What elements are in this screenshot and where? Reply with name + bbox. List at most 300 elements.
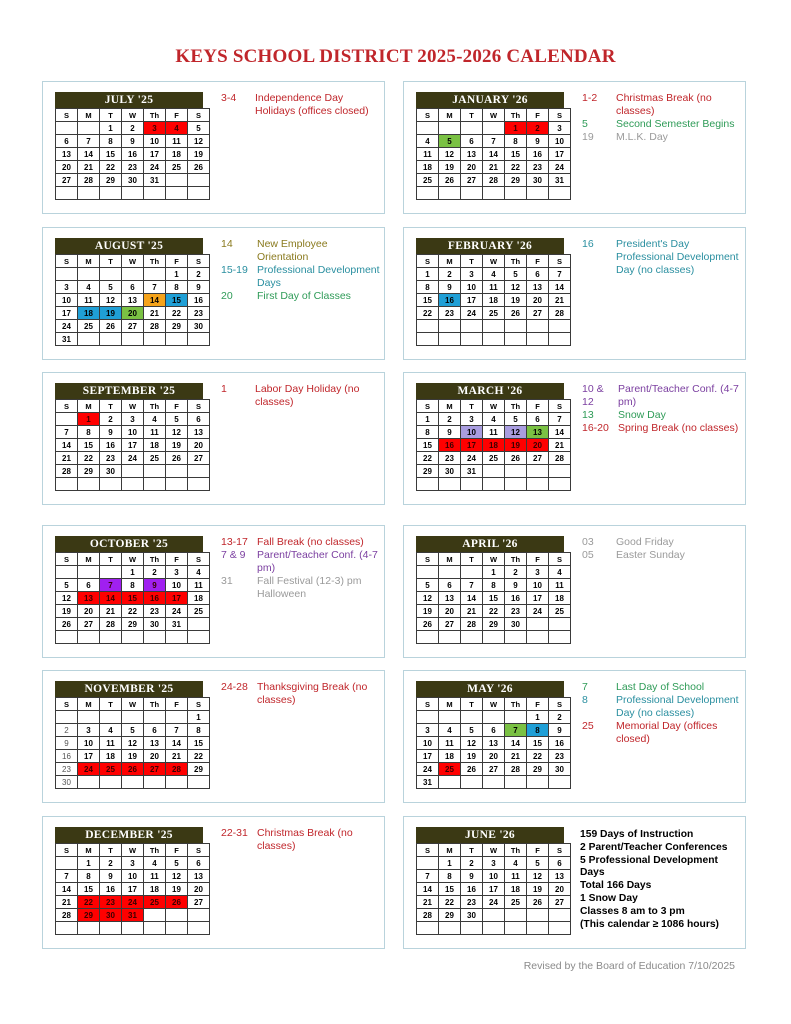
day-cell bbox=[461, 566, 483, 579]
day-cell bbox=[549, 776, 571, 789]
day-cell: 13 bbox=[461, 148, 483, 161]
day-cell bbox=[122, 478, 144, 491]
day-cell: 11 bbox=[549, 579, 571, 592]
day-cell: 15 bbox=[78, 439, 100, 452]
day-cell: 8 bbox=[100, 135, 122, 148]
day-cell: 4 bbox=[483, 268, 505, 281]
day-cell bbox=[100, 631, 122, 644]
day-cell: 16 bbox=[122, 148, 144, 161]
day-cell: 1 bbox=[122, 566, 144, 579]
month-notes bbox=[582, 92, 742, 144]
weekday-header: S bbox=[417, 109, 439, 122]
day-cell bbox=[188, 922, 210, 935]
day-cell: 18 bbox=[505, 883, 527, 896]
day-cell bbox=[461, 776, 483, 789]
day-cell: 2 bbox=[122, 122, 144, 135]
day-cell: 27 bbox=[56, 174, 78, 187]
weekday-header: M bbox=[78, 255, 100, 268]
weekday-header: F bbox=[527, 553, 549, 566]
day-cell bbox=[439, 122, 461, 135]
weekday-header: T bbox=[461, 109, 483, 122]
weekday-header: Th bbox=[505, 553, 527, 566]
day-cell: 14 bbox=[78, 148, 100, 161]
day-cell: 13 bbox=[144, 737, 166, 750]
day-cell: 2 bbox=[439, 413, 461, 426]
day-cell bbox=[188, 618, 210, 631]
day-cell: 15 bbox=[483, 592, 505, 605]
event-text: Spring Break (no classes) bbox=[618, 422, 739, 434]
day-cell: 9 bbox=[549, 724, 571, 737]
day-cell: 2 bbox=[144, 566, 166, 579]
day-cell: 16 bbox=[505, 592, 527, 605]
day-cell: 2 bbox=[461, 857, 483, 870]
weekday-header: Th bbox=[144, 109, 166, 122]
day-cell bbox=[483, 711, 505, 724]
day-cell: 13 bbox=[549, 870, 571, 883]
weekday-header: Th bbox=[144, 255, 166, 268]
month-notes bbox=[582, 681, 742, 746]
day-cell: 11 bbox=[439, 737, 461, 750]
event-date: 22-31 bbox=[221, 827, 248, 839]
day-cell bbox=[505, 478, 527, 491]
day-cell bbox=[461, 922, 483, 935]
month-title: JANUARY '26 bbox=[416, 92, 564, 108]
day-cell bbox=[100, 711, 122, 724]
day-cell bbox=[166, 465, 188, 478]
day-cell: 29 bbox=[417, 465, 439, 478]
day-cell: 23 bbox=[461, 896, 483, 909]
day-cell: 17 bbox=[549, 148, 571, 161]
event-text: Good Friday bbox=[616, 536, 674, 548]
event-date: 5 bbox=[582, 118, 588, 130]
day-cell bbox=[461, 478, 483, 491]
day-cell: 23 bbox=[122, 161, 144, 174]
month-title: MAY '26 bbox=[416, 681, 564, 697]
day-cell: 16 bbox=[144, 592, 166, 605]
day-cell: 11 bbox=[100, 737, 122, 750]
day-cell: 13 bbox=[527, 426, 549, 439]
day-cell: 25 bbox=[188, 605, 210, 618]
day-cell: 19 bbox=[166, 439, 188, 452]
day-cell: 31 bbox=[144, 174, 166, 187]
event-date: 16-20 bbox=[582, 422, 609, 434]
day-cell: 25 bbox=[483, 307, 505, 320]
day-cell: 9 bbox=[439, 426, 461, 439]
day-cell: 1 bbox=[483, 566, 505, 579]
day-cell: 7 bbox=[483, 135, 505, 148]
revision-note: Revised by the Board of Education 7/10/2025 bbox=[523, 960, 735, 972]
day-cell: 22 bbox=[78, 452, 100, 465]
day-cell: 9 bbox=[439, 281, 461, 294]
event-text: Christmas Break (no classes) bbox=[257, 827, 353, 852]
day-cell: 3 bbox=[483, 857, 505, 870]
day-cell: 10 bbox=[166, 579, 188, 592]
weekday-header: M bbox=[78, 844, 100, 857]
day-cell bbox=[505, 776, 527, 789]
day-cell: 16 bbox=[549, 737, 571, 750]
month-box bbox=[42, 525, 385, 658]
day-cell bbox=[505, 333, 527, 346]
day-cell: 28 bbox=[166, 763, 188, 776]
day-cell: 14 bbox=[549, 426, 571, 439]
day-cell: 13 bbox=[56, 148, 78, 161]
weekday-header: F bbox=[166, 844, 188, 857]
day-cell: 14 bbox=[505, 737, 527, 750]
event-note bbox=[582, 118, 742, 131]
day-cell: 24 bbox=[527, 605, 549, 618]
month-notes bbox=[221, 238, 381, 303]
day-cell: 3 bbox=[56, 281, 78, 294]
day-cell: 17 bbox=[483, 883, 505, 896]
day-cell: 26 bbox=[166, 452, 188, 465]
day-cell: 14 bbox=[144, 294, 166, 307]
day-cell: 19 bbox=[100, 307, 122, 320]
day-cell: 23 bbox=[505, 605, 527, 618]
day-cell bbox=[78, 922, 100, 935]
month-grid bbox=[416, 843, 571, 935]
day-cell: 28 bbox=[505, 763, 527, 776]
event-date: 7 & 9 bbox=[221, 549, 246, 561]
event-note bbox=[582, 238, 742, 277]
weekday-header: W bbox=[122, 109, 144, 122]
day-cell bbox=[78, 478, 100, 491]
event-note bbox=[221, 536, 381, 549]
day-cell: 24 bbox=[166, 605, 188, 618]
weekday-header: W bbox=[483, 109, 505, 122]
day-cell: 17 bbox=[166, 592, 188, 605]
day-cell: 5 bbox=[166, 857, 188, 870]
day-cell: 4 bbox=[78, 281, 100, 294]
day-cell: 25 bbox=[100, 763, 122, 776]
weekday-header: T bbox=[461, 698, 483, 711]
day-cell bbox=[166, 478, 188, 491]
day-cell: 15 bbox=[188, 737, 210, 750]
month-grid bbox=[55, 108, 210, 200]
weekday-header: F bbox=[166, 553, 188, 566]
day-cell: 26 bbox=[166, 896, 188, 909]
day-cell: 26 bbox=[100, 320, 122, 333]
day-cell: 14 bbox=[417, 883, 439, 896]
day-cell bbox=[166, 174, 188, 187]
day-cell: 27 bbox=[439, 618, 461, 631]
month-grid bbox=[55, 254, 210, 346]
day-cell: 15 bbox=[100, 148, 122, 161]
month-title: APRIL '26 bbox=[416, 536, 564, 552]
day-cell: 23 bbox=[56, 763, 78, 776]
day-cell: 22 bbox=[188, 750, 210, 763]
day-cell: 12 bbox=[505, 281, 527, 294]
day-cell: 22 bbox=[166, 307, 188, 320]
day-cell: 12 bbox=[166, 870, 188, 883]
day-cell: 5 bbox=[100, 281, 122, 294]
day-cell bbox=[439, 631, 461, 644]
month-notes bbox=[221, 681, 381, 707]
day-cell: 9 bbox=[527, 135, 549, 148]
weekday-header: F bbox=[527, 400, 549, 413]
day-cell bbox=[461, 711, 483, 724]
event-note bbox=[582, 720, 742, 746]
day-cell: 7 bbox=[56, 426, 78, 439]
day-cell: 2 bbox=[100, 857, 122, 870]
weekday-header: F bbox=[527, 844, 549, 857]
day-cell: 13 bbox=[188, 426, 210, 439]
weekday-header: Th bbox=[505, 255, 527, 268]
event-text: Fall Festival (12-3) pm Halloween bbox=[257, 575, 362, 600]
weekday-header: S bbox=[56, 698, 78, 711]
day-cell: 1 bbox=[417, 413, 439, 426]
day-cell: 18 bbox=[188, 592, 210, 605]
weekday-header: S bbox=[549, 553, 571, 566]
month-title: DECEMBER '25 bbox=[55, 827, 203, 843]
day-cell bbox=[527, 333, 549, 346]
day-cell: 28 bbox=[56, 909, 78, 922]
day-cell bbox=[527, 909, 549, 922]
day-cell bbox=[188, 333, 210, 346]
day-cell: 8 bbox=[417, 281, 439, 294]
day-cell: 11 bbox=[144, 870, 166, 883]
event-note bbox=[221, 575, 381, 601]
day-cell: 7 bbox=[144, 281, 166, 294]
event-date: 10 & 12 bbox=[582, 383, 604, 408]
day-cell bbox=[188, 465, 210, 478]
month-grid bbox=[416, 108, 571, 200]
month-calendar bbox=[55, 383, 203, 491]
weekday-header: F bbox=[527, 698, 549, 711]
day-cell: 20 bbox=[188, 439, 210, 452]
event-date: 3-4 bbox=[221, 92, 237, 104]
day-cell: 21 bbox=[100, 605, 122, 618]
day-cell: 29 bbox=[78, 909, 100, 922]
day-cell bbox=[188, 631, 210, 644]
month-calendar bbox=[55, 536, 203, 644]
summary-line: 1 Snow Day bbox=[580, 892, 638, 904]
month-title: SEPTEMBER '25 bbox=[55, 383, 203, 399]
day-cell: 15 bbox=[417, 439, 439, 452]
day-cell bbox=[166, 711, 188, 724]
month-title: FEBRUARY '26 bbox=[416, 238, 564, 254]
event-date: 19 bbox=[582, 131, 594, 143]
event-text: Parent/Teacher Conf. (4-7 pm) bbox=[618, 383, 739, 408]
day-cell: 18 bbox=[144, 883, 166, 896]
day-cell: 27 bbox=[78, 618, 100, 631]
day-cell: 3 bbox=[166, 566, 188, 579]
day-cell: 3 bbox=[144, 122, 166, 135]
day-cell: 16 bbox=[100, 439, 122, 452]
day-cell: 27 bbox=[527, 307, 549, 320]
day-cell bbox=[188, 187, 210, 200]
day-cell bbox=[527, 478, 549, 491]
day-cell: 17 bbox=[417, 750, 439, 763]
day-cell: 24 bbox=[417, 763, 439, 776]
day-cell: 20 bbox=[527, 294, 549, 307]
event-text: Thanksgiving Break (no classes) bbox=[257, 681, 368, 706]
day-cell: 6 bbox=[527, 268, 549, 281]
day-cell: 2 bbox=[527, 122, 549, 135]
day-cell: 10 bbox=[549, 135, 571, 148]
day-cell: 19 bbox=[166, 883, 188, 896]
day-cell: 29 bbox=[100, 174, 122, 187]
event-text: President's Day Professional Development Day (no classes) bbox=[616, 238, 739, 276]
day-cell: 1 bbox=[439, 857, 461, 870]
weekday-header: W bbox=[483, 400, 505, 413]
day-cell: 31 bbox=[549, 174, 571, 187]
day-cell: 10 bbox=[417, 737, 439, 750]
day-cell: 12 bbox=[461, 737, 483, 750]
day-cell bbox=[100, 566, 122, 579]
month-calendar bbox=[55, 827, 203, 935]
day-cell: 27 bbox=[549, 896, 571, 909]
day-cell: 29 bbox=[439, 909, 461, 922]
weekday-header: S bbox=[549, 255, 571, 268]
day-cell: 7 bbox=[417, 870, 439, 883]
day-cell: 30 bbox=[439, 465, 461, 478]
day-cell: 18 bbox=[166, 148, 188, 161]
weekday-header: S bbox=[56, 255, 78, 268]
weekday-header: M bbox=[78, 553, 100, 566]
day-cell: 22 bbox=[505, 161, 527, 174]
weekday-header: S bbox=[188, 698, 210, 711]
day-cell: 12 bbox=[439, 148, 461, 161]
day-cell bbox=[527, 320, 549, 333]
day-cell: 6 bbox=[122, 281, 144, 294]
event-text: Easter Sunday bbox=[616, 549, 685, 561]
day-cell: 18 bbox=[439, 750, 461, 763]
weekday-header: S bbox=[188, 109, 210, 122]
weekday-header: M bbox=[439, 400, 461, 413]
day-cell: 31 bbox=[166, 618, 188, 631]
day-cell: 23 bbox=[144, 605, 166, 618]
day-cell: 20 bbox=[56, 161, 78, 174]
day-cell bbox=[549, 478, 571, 491]
weekday-header: Th bbox=[505, 698, 527, 711]
event-text: Last Day of School bbox=[616, 681, 705, 693]
day-cell: 11 bbox=[188, 579, 210, 592]
day-cell: 4 bbox=[549, 566, 571, 579]
day-cell: 24 bbox=[78, 763, 100, 776]
day-cell bbox=[505, 465, 527, 478]
day-cell: 10 bbox=[461, 281, 483, 294]
day-cell: 6 bbox=[461, 135, 483, 148]
day-cell bbox=[439, 333, 461, 346]
day-cell: 16 bbox=[56, 750, 78, 763]
day-cell: 20 bbox=[461, 161, 483, 174]
day-cell: 13 bbox=[188, 870, 210, 883]
day-cell: 10 bbox=[461, 426, 483, 439]
event-text: Christmas Break (no classes) bbox=[616, 92, 712, 117]
event-note bbox=[221, 549, 381, 575]
day-cell: 25 bbox=[439, 763, 461, 776]
day-cell: 12 bbox=[56, 592, 78, 605]
day-cell bbox=[505, 922, 527, 935]
day-cell bbox=[417, 922, 439, 935]
weekday-header: S bbox=[188, 844, 210, 857]
day-cell: 24 bbox=[549, 161, 571, 174]
day-cell bbox=[56, 268, 78, 281]
month-title: OCTOBER '25 bbox=[55, 536, 203, 552]
weekday-header: T bbox=[100, 400, 122, 413]
day-cell: 21 bbox=[78, 161, 100, 174]
day-cell: 28 bbox=[56, 465, 78, 478]
day-cell: 21 bbox=[483, 161, 505, 174]
summary-line: 159 Days of Instruction bbox=[580, 829, 694, 840]
day-cell: 1 bbox=[78, 413, 100, 426]
month-calendar bbox=[416, 681, 564, 789]
day-cell: 7 bbox=[549, 268, 571, 281]
day-cell: 4 bbox=[188, 566, 210, 579]
weekday-header: M bbox=[439, 255, 461, 268]
day-cell: 6 bbox=[188, 413, 210, 426]
weekday-header: S bbox=[417, 400, 439, 413]
day-cell bbox=[549, 618, 571, 631]
day-cell: 23 bbox=[100, 452, 122, 465]
day-cell: 22 bbox=[439, 896, 461, 909]
day-cell: 24 bbox=[122, 896, 144, 909]
day-cell: 26 bbox=[122, 763, 144, 776]
event-note bbox=[582, 422, 742, 435]
day-cell: 15 bbox=[166, 294, 188, 307]
day-cell bbox=[483, 320, 505, 333]
day-cell: 10 bbox=[56, 294, 78, 307]
weekday-header: S bbox=[56, 400, 78, 413]
day-cell: 2 bbox=[439, 268, 461, 281]
day-cell: 5 bbox=[417, 579, 439, 592]
event-date: 05 bbox=[582, 549, 594, 561]
day-cell: 17 bbox=[56, 307, 78, 320]
month-notes bbox=[582, 383, 742, 435]
day-cell: 2 bbox=[100, 413, 122, 426]
day-cell bbox=[78, 776, 100, 789]
day-cell: 8 bbox=[188, 724, 210, 737]
day-cell: 30 bbox=[100, 909, 122, 922]
weekday-header: F bbox=[527, 255, 549, 268]
day-cell bbox=[439, 776, 461, 789]
day-cell bbox=[549, 631, 571, 644]
event-date: 03 bbox=[582, 536, 594, 548]
month-notes bbox=[582, 238, 742, 277]
day-cell: 18 bbox=[144, 439, 166, 452]
day-cell bbox=[188, 776, 210, 789]
day-cell: 13 bbox=[122, 294, 144, 307]
day-cell: 20 bbox=[78, 605, 100, 618]
day-cell: 28 bbox=[461, 618, 483, 631]
day-cell bbox=[549, 333, 571, 346]
weekday-header: T bbox=[461, 844, 483, 857]
day-cell bbox=[417, 187, 439, 200]
day-cell: 8 bbox=[78, 426, 100, 439]
day-cell: 4 bbox=[144, 413, 166, 426]
day-cell bbox=[483, 122, 505, 135]
day-cell: 26 bbox=[527, 896, 549, 909]
day-cell: 3 bbox=[417, 724, 439, 737]
day-cell: 8 bbox=[483, 579, 505, 592]
weekday-header: M bbox=[439, 844, 461, 857]
day-cell: 5 bbox=[122, 724, 144, 737]
weekday-header: Th bbox=[144, 553, 166, 566]
day-cell: 7 bbox=[505, 724, 527, 737]
event-date: 31 bbox=[221, 575, 233, 587]
day-cell bbox=[78, 711, 100, 724]
month-grid bbox=[416, 254, 571, 346]
day-cell: 1 bbox=[78, 857, 100, 870]
summary-line: 5 Professional Development Days bbox=[580, 854, 718, 879]
day-cell: 26 bbox=[505, 307, 527, 320]
day-cell: 13 bbox=[527, 281, 549, 294]
month-title: JUNE '26 bbox=[416, 827, 564, 843]
event-date: 13-17 bbox=[221, 536, 248, 548]
month-grid bbox=[55, 552, 210, 644]
day-cell: 27 bbox=[188, 896, 210, 909]
day-cell: 1 bbox=[527, 711, 549, 724]
